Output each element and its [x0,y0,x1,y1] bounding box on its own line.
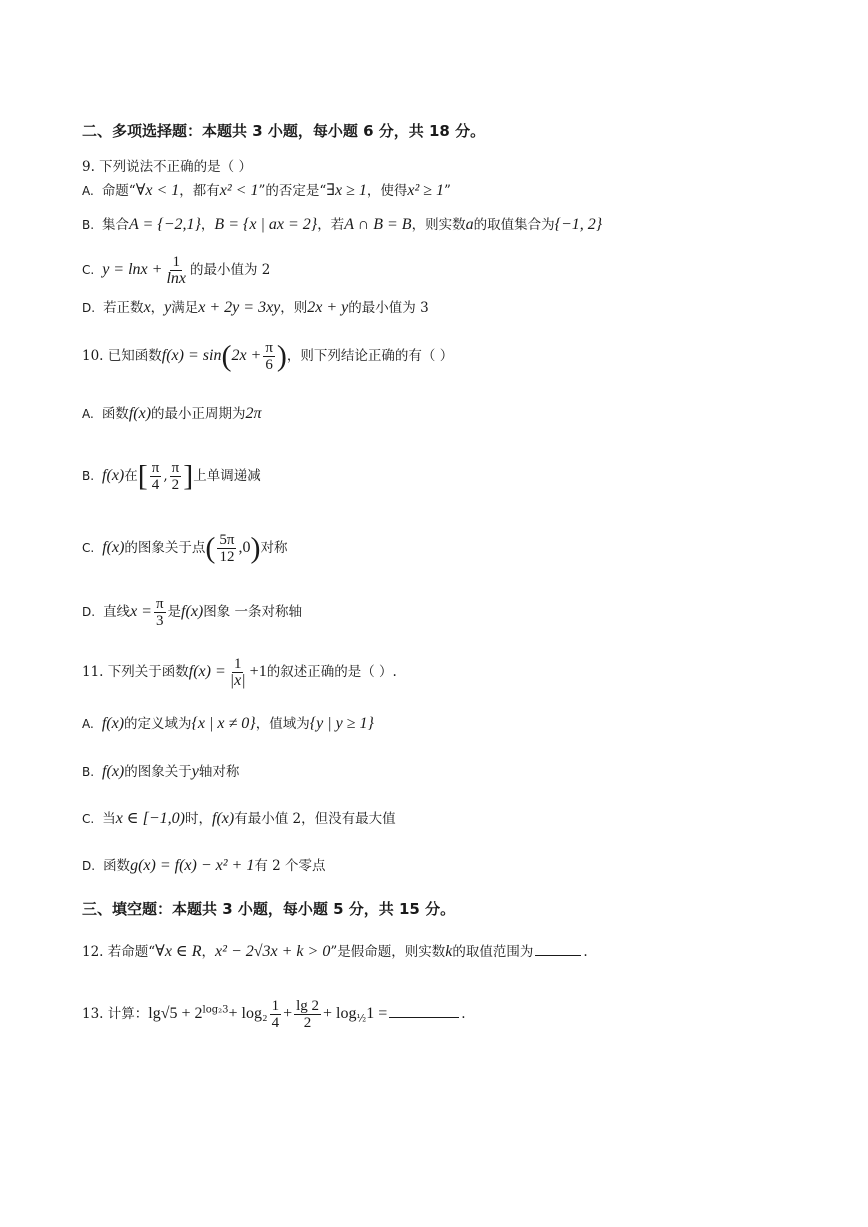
math: f(x) [212,810,235,827]
option-label: D. [82,301,96,315]
question-11-option-d [82,856,325,876]
text: 的叙述正确的是（ ）. [266,664,397,680]
text: ，若 [317,217,345,233]
math: A ∩ B = B [344,216,412,233]
question-9-option-d: D. 若正数x，y满足x + 2y = 3xy，则2x + y的最小值为 3 [82,299,429,316]
paren: ) [250,531,261,565]
math: f(x) [102,539,125,556]
answer-blank[interactable] [389,1005,459,1018]
question-10-option-b: B. f(x)在[ $\frac{\pi}{4}$ , $\frac{\pi}{2}$ ]上单调递减 [82,459,261,493]
math: ∃x ≥ 1 [326,182,367,199]
fraction: $\frac{1}{\ln x}$ [166,254,186,287]
math: +1 [249,663,267,680]
question-11-option-b [82,762,239,782]
section-3-heading: 三、填空题：本题共 3 小题，每小题 5 分，共 15 分。 [82,900,456,918]
math: f(x) = sin [161,347,222,364]
math: y [164,299,172,316]
text: 对称 [260,540,288,556]
section-2-heading: 二、多项选择题：本题共 3 小题，每小题 6 分，共 18 分。 [82,122,486,140]
math: lg√5 + 2 [148,1005,203,1022]
text: ” [444,183,451,199]
fraction: $\frac{\lg 2}{2}$ [296,998,320,1031]
text: 的取值范围为 [452,944,534,960]
option-label: A. [82,407,94,421]
answer-blank[interactable] [535,943,581,956]
text: 的图象关于 [124,764,192,780]
text: 命题“ [101,183,136,199]
math: 2x + [231,347,262,364]
paren: ) [276,339,287,373]
fraction: $\frac{\pi}{4}$ [151,460,160,493]
question-10-option-a [82,404,262,424]
math: A = {−2,1} [129,216,201,233]
question-9-stem: 9. 下列说法不正确的是（ ） [82,159,252,175]
math: x + 2y = 3xy [198,299,281,316]
question-9-option-a [82,181,451,201]
question-11-option-a [82,714,374,734]
question-9-option-c [82,254,270,287]
subscript: ½ [356,1013,367,1025]
question-11-option-c [82,809,396,829]
paren: ( [205,531,216,565]
text: 当 [102,811,116,827]
text: 的最小正周期为 [151,406,246,422]
math: f(x) = [188,663,226,680]
text: ，值域为 [255,716,310,732]
math: k [445,943,453,960]
text: ”的否定是“ [258,183,327,199]
text: 函数 [101,406,129,422]
text: 有 2 个零点 [254,858,326,874]
math: a [465,216,474,233]
option-label: A. [82,184,94,198]
math: 1 = [366,1005,388,1022]
text: ，则实数 [411,217,466,233]
math: ,0 [238,539,251,556]
math: + [283,1005,293,1022]
option-label: D. [82,605,96,619]
math: ∀x < 1 [135,182,180,199]
math: x = [130,603,152,620]
text: 满足 [171,300,199,316]
question-9-option-b: B. 集合A = {−2,1}，B = {x | ax = 2}，若A ∩ B = B，则实数a的取值集合为{−1, 2} [82,216,603,233]
text: 集合 [102,217,130,233]
fraction: $\frac{1}{4}$ [271,998,280,1031]
fraction: $\frac{\pi}{2}$ [171,460,180,493]
math: f(x) [101,715,125,732]
text: ，则下列结论正确的有（ ） [286,348,454,364]
question-11-stem [82,656,397,689]
math: f(x) [102,763,125,780]
bracket: [ [137,459,148,493]
option-label: A. [82,717,94,731]
question-12 [82,942,588,962]
fraction: $\frac{\pi}{6}$ [265,340,273,373]
fraction: $\frac{1}{|x|}$ [229,656,246,689]
math: 2x + y [307,299,349,316]
math: x² ≥ 1 [407,182,445,199]
text: . [583,944,588,960]
text: 的图象关于点 [124,540,206,556]
text: 若正数 [103,300,144,316]
bracket: ] [183,459,194,493]
math: f(x) [128,405,152,422]
question-10-stem [82,340,453,373]
question-13 [82,998,466,1031]
math: f(x) [102,467,125,484]
math: x² < 1 [219,182,259,199]
text: 直线 [103,604,131,620]
fraction: $\frac{5\pi}{12}$ [219,532,235,565]
text: 的最小值为 3 [348,300,429,316]
math: f(x) [181,603,204,620]
option-label: D. [82,859,96,873]
option-label: B. [82,218,95,232]
text: 轴对称 [198,764,240,780]
text: 的最小值为 2 [190,262,271,278]
text: 图象 一条对称轴 [203,604,303,620]
text: 上单调递减 [193,468,261,484]
math: + log [323,1005,357,1022]
text: 12. 若命题“ [82,944,156,960]
option-label: C. [82,263,95,277]
text: ”是假命题，则实数 [330,944,446,960]
math: y [191,763,199,780]
math: B = {x | ax = 2} [214,216,318,233]
text: ， [201,944,216,960]
option-label: B. [82,765,95,779]
fraction: $\frac{\pi}{3}$ [155,596,164,629]
math: {x | x ≠ 0} [191,715,256,732]
text: 10. 已知函数 [82,348,162,364]
math: y = lnx + [102,261,163,278]
text: 是 [167,604,182,620]
text: ，使得 [366,183,408,199]
text: 函数 [103,858,131,874]
text: 的定义域为 [124,716,192,732]
math: 2π [245,405,262,422]
text: ，都有 [179,183,220,199]
question-10-option-d [82,596,302,629]
math: {−1, 2} [554,216,603,233]
text: . [461,1006,466,1022]
math: x [143,299,151,316]
math: g(x) = f(x) − x² + 1 [130,857,255,874]
text: 11. 下列关于函数 [82,664,189,680]
text: 13. 计算： [82,1006,149,1022]
option-label: C. [82,541,95,555]
text: 的取值集合为 [473,217,555,233]
text: 时， [185,811,212,827]
math: x ∈ [−1,0) [115,810,185,827]
option-label: C. [82,812,95,826]
text: 有最小值 2，但没有最大值 [234,811,396,827]
math: {y | y ≥ 1} [309,715,374,732]
question-10-option-c [82,532,287,565]
math: ∀x ∈ R [155,943,202,960]
math: + log₂ [228,1005,268,1022]
math: x² − 2√3x + k > 0 [215,943,331,960]
superscript: log₂3 [202,1004,229,1016]
text: ，则 [280,300,308,316]
paren: ( [221,339,232,373]
option-label: B. [82,469,95,483]
text: 在 [124,468,138,484]
